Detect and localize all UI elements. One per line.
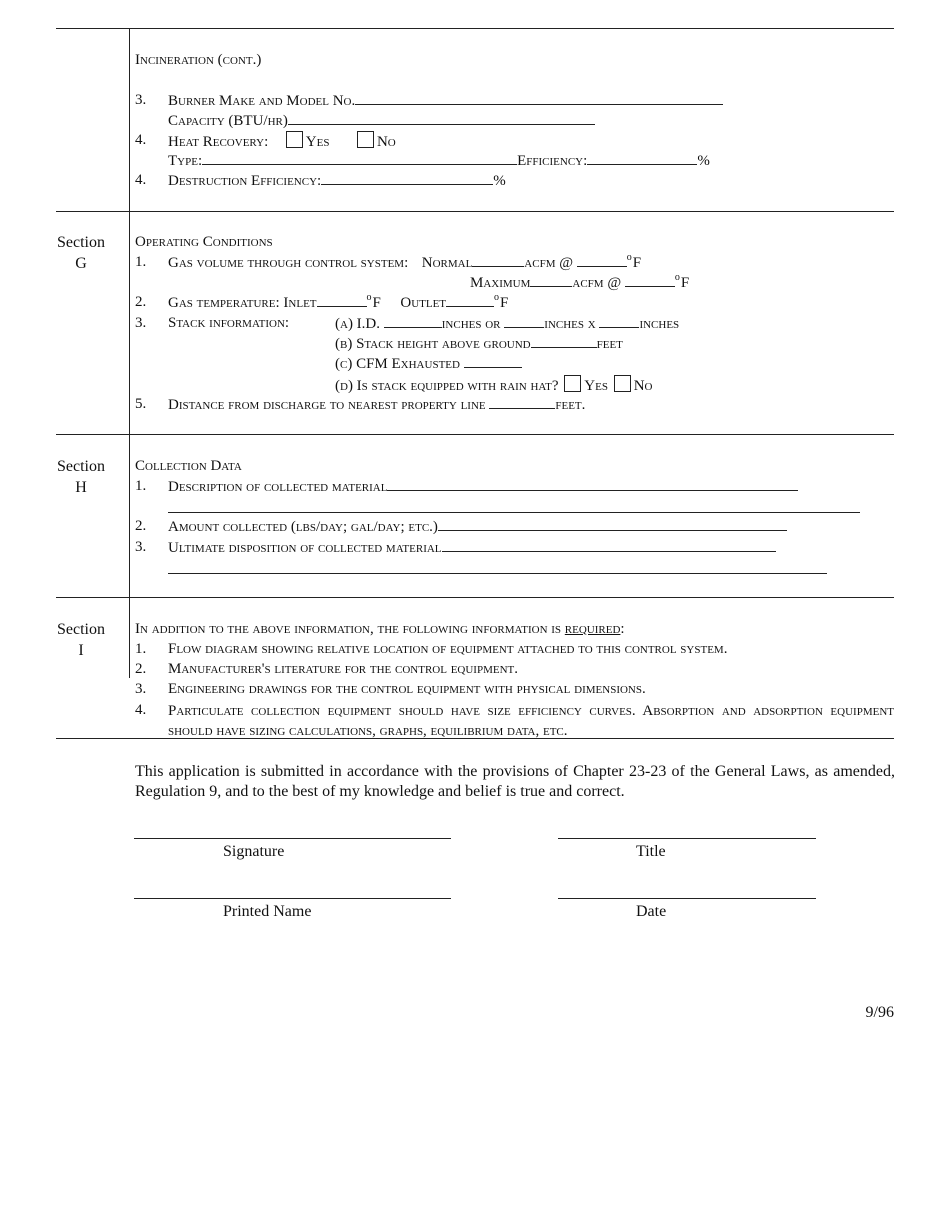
section-word: Section — [57, 621, 105, 638]
disposition-row — [168, 538, 776, 557]
item-number: 4. — [135, 132, 147, 148]
section-h-label — [56, 456, 106, 498]
no-label: No — [633, 378, 653, 394]
stack-info-row — [168, 314, 289, 332]
no-label: No — [376, 134, 396, 150]
incineration-heading: Incineration (cont.) — [135, 52, 262, 68]
rain-hat-no-checkbox[interactable] — [614, 375, 631, 392]
percent-sign: % — [493, 173, 506, 189]
stack-width-field[interactable] — [504, 314, 544, 328]
section-column-divider — [129, 28, 130, 678]
yes-label: Yes — [305, 134, 330, 150]
type-efficiency-row — [168, 151, 710, 170]
percent-sign: % — [697, 153, 710, 169]
cfm-exhausted-field[interactable] — [464, 354, 522, 368]
cfm-exhausted-row — [335, 354, 522, 373]
item-number: 2. — [135, 294, 147, 310]
gas-temperature-label: Gas temperature: — [168, 295, 280, 311]
requirement-engineering-drawings: Engineering drawings for the control equipment with physical dimensions. — [168, 681, 646, 697]
item-number: 3. — [135, 681, 147, 697]
destruction-field[interactable] — [321, 171, 493, 185]
inches-x-label: inches x — [544, 316, 596, 332]
burner-field[interactable] — [355, 91, 723, 105]
stack-id-label: (a) I.D. — [335, 316, 381, 332]
gas-volume-label: Gas volume through control system: — [168, 255, 409, 271]
item-number: 3. — [135, 315, 147, 331]
maximum-label: Maximum — [470, 275, 531, 291]
type-label: Type: — [168, 153, 203, 169]
normal-label: Normal — [421, 255, 473, 271]
efficiency-label: Efficiency: — [517, 153, 588, 169]
item-number: 4. — [135, 702, 147, 718]
cfm-exhausted-label: (c) CFM Exhausted — [335, 356, 460, 372]
item-number: 2. — [135, 661, 147, 677]
intro-text: In addition to the above information, the following information is — [135, 621, 565, 637]
section-i-label — [56, 619, 106, 661]
title-label: Title — [636, 843, 666, 860]
description-label: Description of collected material — [168, 479, 388, 495]
burner-row — [168, 91, 723, 110]
normal-temp-field[interactable] — [577, 253, 627, 267]
item-number: 1. — [135, 641, 147, 657]
stack-height-field[interactable] — [531, 334, 597, 348]
amount-label: Amount collected (lbs/day; gal/day; etc.) — [168, 519, 438, 535]
certification-statement: This application is submitted in accordance with the provisions of Chapter 23-23 of the General Laws, as amended, Regulation 9, and to the best of my knowledge and belief is true and correct. — [135, 763, 895, 800]
yes-label: Yes — [584, 378, 608, 394]
section-letter: H — [75, 479, 87, 496]
distance-row — [168, 395, 585, 414]
fahrenheit-label: F — [680, 275, 690, 291]
outlet-label: Outlet — [400, 295, 447, 311]
destruction-label: Destruction Efficiency: — [168, 173, 322, 189]
rain-hat-yes-checkbox[interactable] — [564, 375, 581, 392]
maximum-temp-field[interactable] — [625, 273, 675, 287]
item-number: 1. — [135, 478, 147, 494]
requirement-flow-diagram: Flow diagram showing relative location of equipment attached to this control system. — [168, 641, 728, 657]
item-number: 3. — [135, 92, 147, 108]
distance-label: Distance from discharge to nearest property line — [168, 397, 486, 413]
heat-recovery-label: Heat Recovery: — [168, 134, 269, 150]
title-line[interactable] — [558, 838, 816, 839]
printed-name-label: Printed Name — [223, 903, 312, 920]
type-field[interactable] — [202, 151, 517, 165]
heat-recovery-yes-checkbox[interactable] — [286, 131, 303, 148]
section-letter: G — [75, 255, 87, 272]
section-g-label — [56, 232, 106, 274]
acfm-at-label: acfm @ — [572, 275, 622, 291]
inches-label: inches — [639, 316, 680, 332]
item-number: 3. — [135, 539, 147, 555]
disposition-field-continued[interactable] — [168, 573, 827, 574]
item-number: 5. — [135, 396, 147, 412]
section-h-heading: Collection Data — [135, 458, 242, 474]
rule-section-i-top — [56, 597, 894, 598]
feet-label: feet — [596, 336, 623, 352]
distance-field[interactable] — [489, 395, 555, 409]
intro-colon: : — [620, 621, 625, 637]
stack-info-label: Stack information: — [168, 315, 290, 331]
printed-name-line[interactable] — [134, 898, 451, 899]
description-field-continued[interactable] — [168, 512, 860, 513]
section-g-heading: Operating Conditions — [135, 234, 273, 250]
gas-volume-row — [168, 253, 641, 274]
feet-label: feet. — [555, 397, 586, 413]
gas-temperature-row — [168, 293, 508, 314]
requirement-efficiency-curves: Particulate collection equipment should have size efficiency curves. Absorption and adsorption equipment should have sizing calculations, graphs, equilibrium data, etc. — [168, 703, 894, 739]
intro-required: required — [564, 621, 621, 637]
efficiency-field[interactable] — [587, 151, 697, 165]
capacity-field[interactable] — [288, 111, 595, 125]
capacity-row — [168, 111, 595, 130]
fahrenheit-label: F — [372, 295, 381, 311]
capacity-label: Capacity (BTU/hr) — [168, 113, 288, 129]
disposition-field[interactable] — [442, 538, 776, 552]
disposition-label: Ultimate disposition of collected material — [168, 540, 442, 556]
item-number: 4. — [135, 172, 147, 188]
rain-hat-label: (d) Is stack equipped with rain hat? — [335, 378, 559, 394]
degree-mark: o — [626, 252, 632, 263]
heat-recovery-row — [168, 131, 396, 151]
rule-top — [56, 28, 894, 29]
stack-height-label: (b) Stack height above ground — [335, 336, 531, 352]
inches-or-label: inches or — [441, 316, 501, 332]
description-row — [168, 477, 798, 496]
rule-section-g-top — [56, 211, 894, 212]
acfm-at-label: acfm @ — [524, 255, 574, 271]
heat-recovery-no-checkbox[interactable] — [357, 131, 374, 148]
item-number: 1. — [135, 254, 147, 270]
outlet-temp-field[interactable] — [446, 293, 494, 307]
amount-field[interactable] — [438, 517, 787, 531]
item-number: 2. — [135, 518, 147, 534]
fahrenheit-label: F — [500, 295, 509, 311]
section-i-intro — [135, 620, 625, 638]
date-label: Date — [636, 903, 667, 920]
section-letter: I — [78, 642, 84, 659]
fahrenheit-label: F — [632, 255, 642, 271]
page-revision-code: 9/96 — [865, 1004, 894, 1021]
amount-row — [168, 517, 787, 536]
stack-height-row — [335, 334, 623, 353]
maximum-row — [470, 273, 689, 294]
degree-mark: o — [494, 292, 500, 303]
degree-mark: o — [674, 272, 680, 283]
signature-line[interactable] — [134, 838, 451, 839]
inlet-temp-field[interactable] — [317, 293, 367, 307]
section-word: Section — [57, 458, 105, 475]
destruction-row — [168, 171, 506, 190]
section-word: Section — [57, 234, 105, 251]
burner-label: Burner Make and Model No. — [168, 93, 356, 109]
description-field[interactable] — [387, 477, 798, 491]
signature-label: Signature — [223, 843, 285, 860]
stack-id-row — [335, 314, 679, 333]
degree-mark: o — [366, 292, 372, 303]
stack-depth-field[interactable] — [599, 314, 639, 328]
maximum-acfm-field[interactable] — [530, 273, 572, 287]
date-line[interactable] — [558, 898, 816, 899]
rule-section-h-top — [56, 434, 894, 435]
normal-acfm-field[interactable] — [472, 253, 524, 267]
stack-id-field[interactable] — [384, 314, 442, 328]
requirement-manufacturer-literature: Manufacturer's literature for the control equipment. — [168, 661, 519, 677]
rain-hat-row — [335, 375, 653, 395]
inlet-label: Inlet — [283, 295, 317, 311]
